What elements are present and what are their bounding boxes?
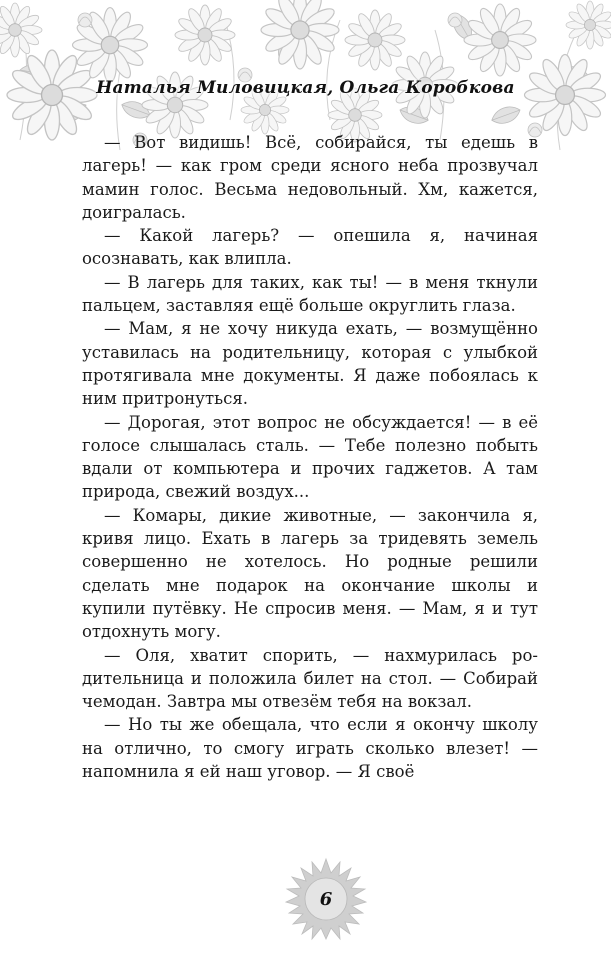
paragraph: — Вот видишь! Всё, собирайся, ты едешь в лагерь! — как гром среди ясного неба прозвучал мамин голос. Весьма недовольный. Хм, кажется, доигралась.: [82, 133, 538, 222]
page-number-badge: [283, 856, 369, 942]
paragraph: — Какой лагерь? — опешила я, начиная осознавать, как влипла.: [82, 226, 538, 269]
body-text: [82, 131, 538, 783]
running-header-authors: Наталья Миловицкая, Ольга Коробкова: [96, 78, 515, 98]
paragraph: — В лагерь для таких, как ты! — в меня ткнули пальцем, заставляя ещё больше округлить глаза.: [82, 272, 538, 316]
paragraph: — Но ты же обещала, что если я окончу школу на отлично, то смогу играть сколько влезет! — напомнила я ей наш уговор. — Я своё: [82, 715, 538, 782]
paragraph: — Комары, дикие животные, — закончила я, кривя лицо. Ехать в лагерь за тридевять земель совершенно не хотелось. Но родные решили сделать мне подарок на окончание школы и купили путёвку. Не спросив меня. — Мам, я и тут отдохнуть могу.: [82, 505, 538, 642]
paragraph: — Оля, хватит спорить, — нахмурилась родительница и положила билет на стол. — Собирай чемодан. Завтра мы отвезём тебя на вокзал.: [82, 645, 538, 712]
page-number: 6: [319, 888, 333, 910]
paragraph: — Мам, я не хочу никуда ехать, — возмущённо уставилась на родительницу, которая с улыбкой протягивала мне документы. Я даже побоялась к ним притронуться.: [82, 319, 538, 409]
paragraph: — Дорогая, этот вопрос не обсуждается! — в её голосе слышалась сталь. — Тебе полезно побыть вдали от компьютера и прочих гаджетов. А там природа, свежий воздух...: [82, 412, 538, 502]
